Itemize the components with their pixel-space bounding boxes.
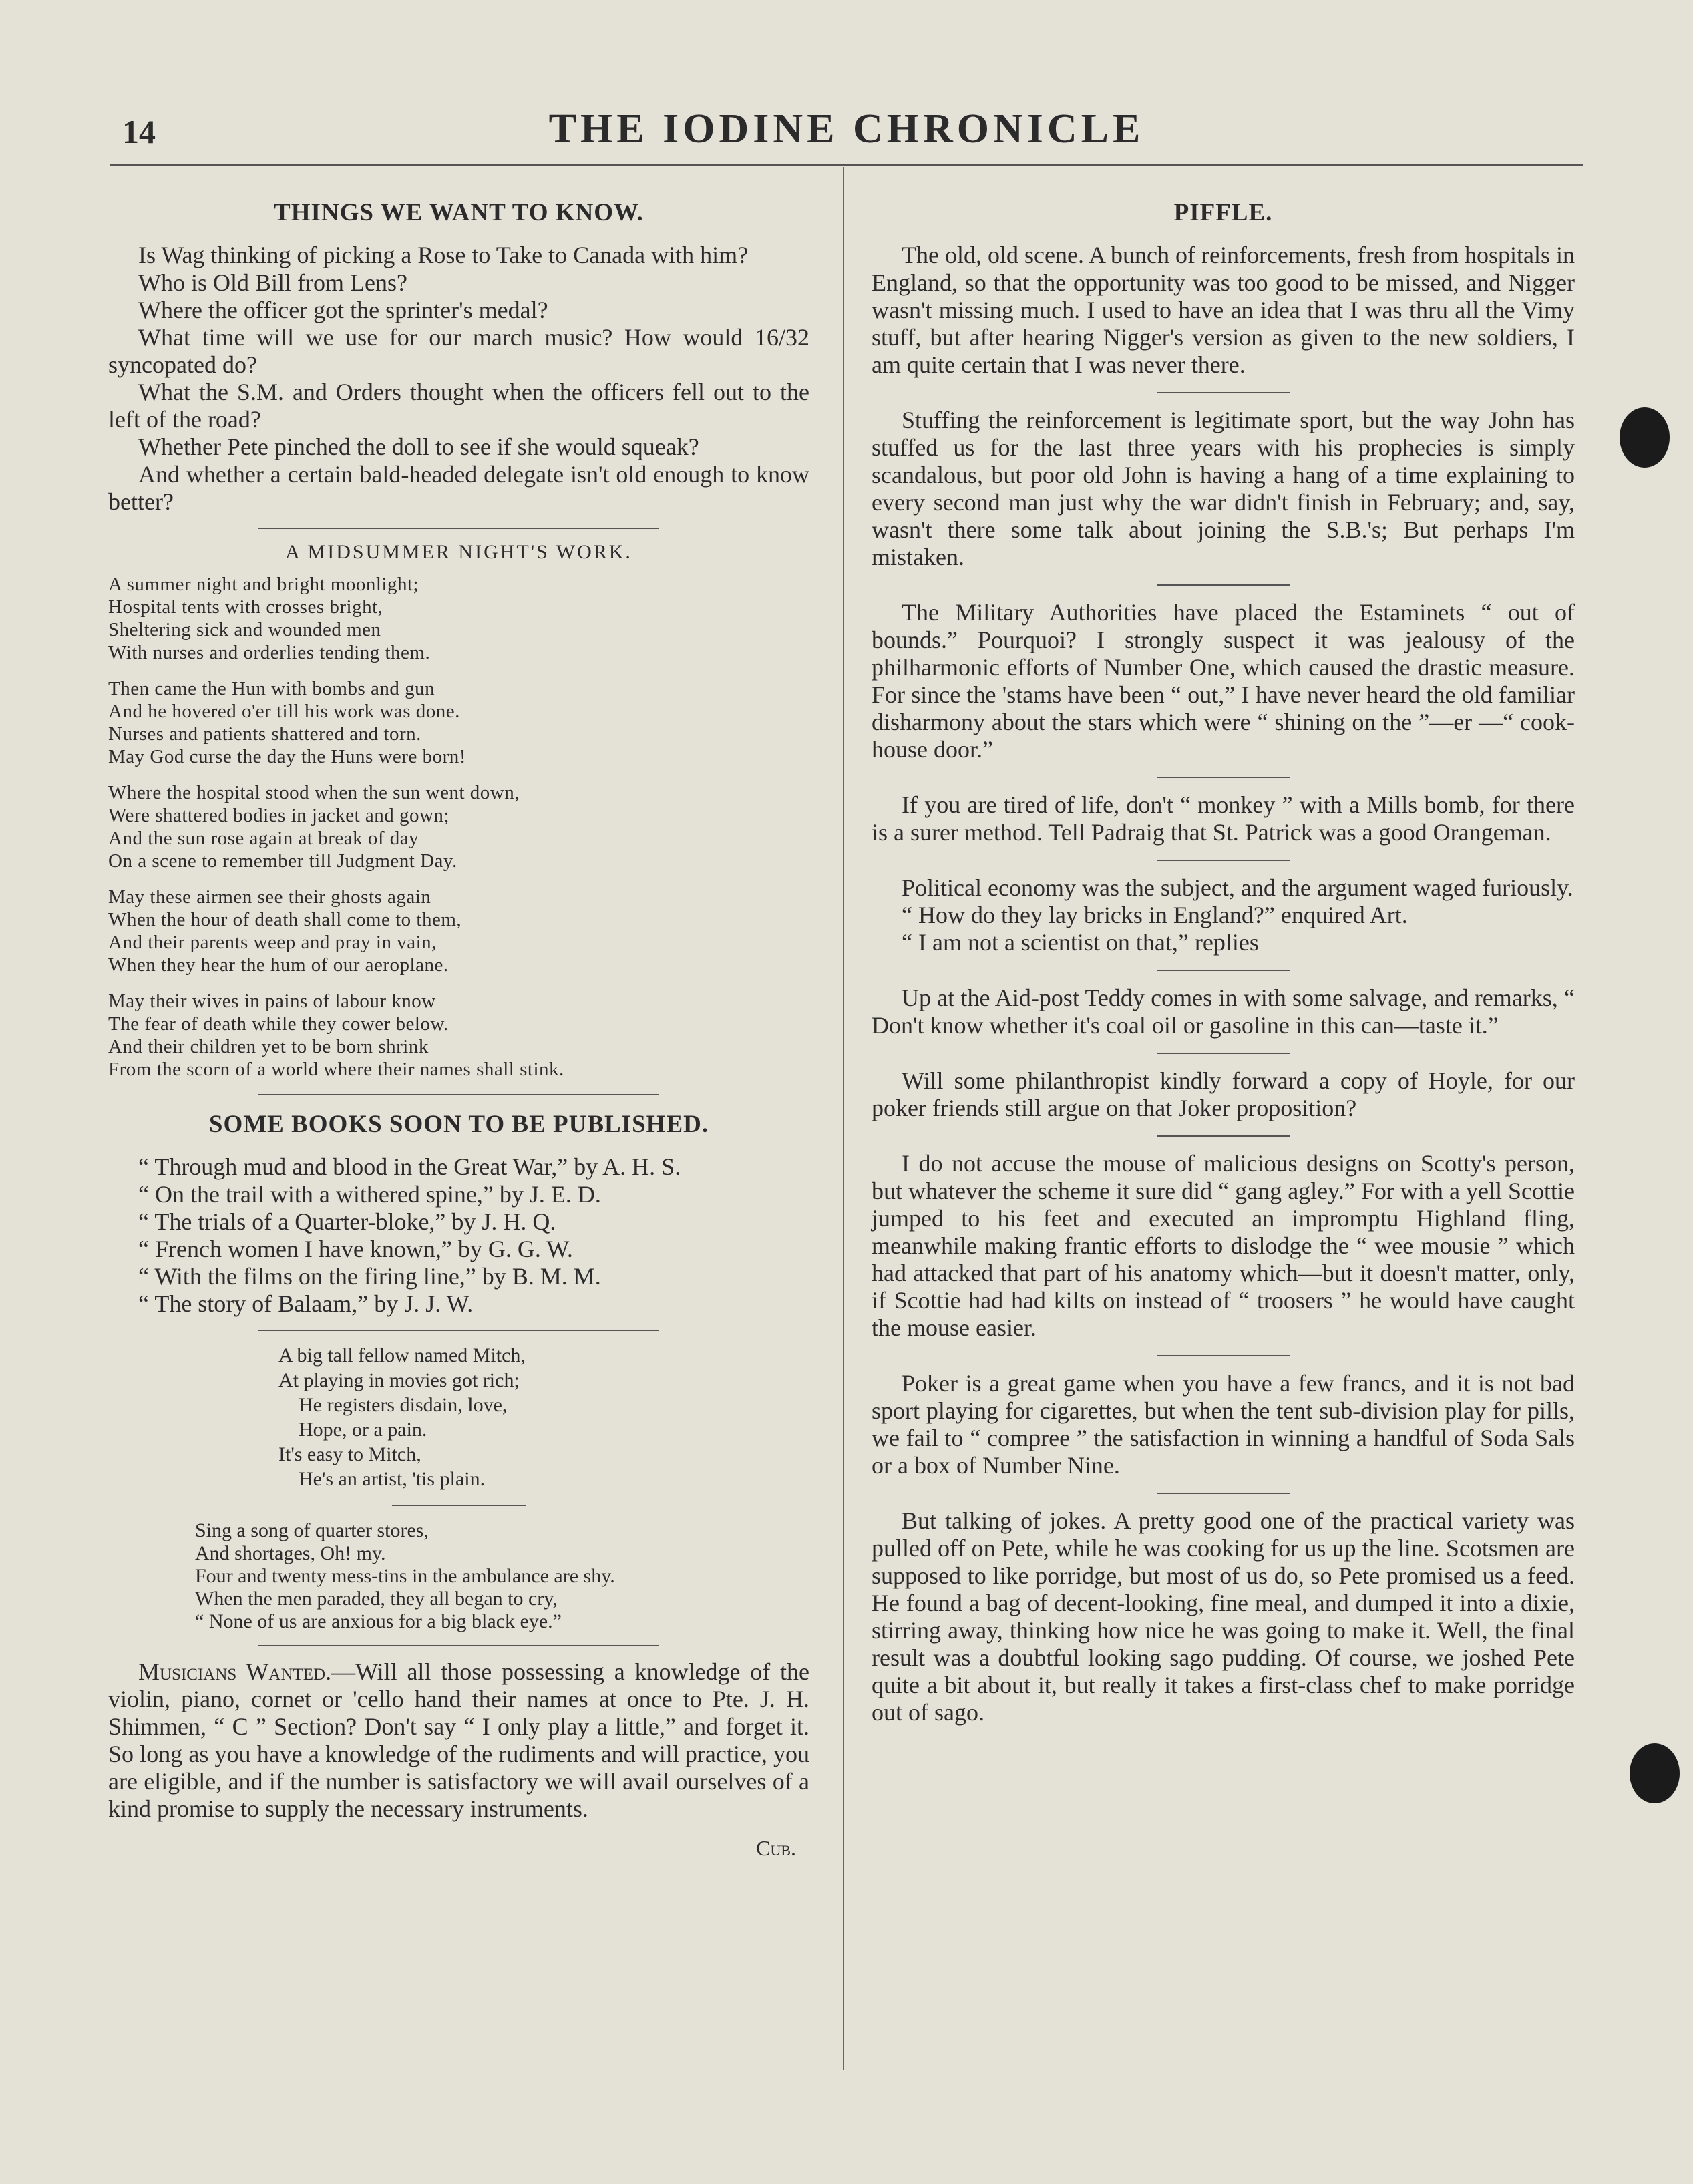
- punch-hole: [1630, 1743, 1680, 1803]
- piffle-paragraph: The old, old scene. A bunch of reinforcements, fresh from hospitals in England, so that the opportunity was too good to be missed, and Nigger wasn't missing much. I used to have an idea that I was thru all the Vimy stuff, but after hearing Nigger's version as given to the new soldiers, I am quite certain that I was never there.: [872, 242, 1575, 378]
- musicians-body: —Will all those possessing a knowledge of the violin, piano, cornet or 'cello hand their names at once to Pte. J. H. Shimmen, “ C ” Section? Don't say “ I only play a little,” and forget it. So long as you have a knowledge of the rudiments and will practice, you are eligible, and if the number is satisfactory we will avail ourselves of a kind promise to supply the necessary instruments.: [108, 1658, 809, 1822]
- section-rule: [1157, 392, 1290, 393]
- masthead-title: THE IODINE CHRONICLE: [548, 106, 1145, 152]
- poem-line: The fear of death while they cower below.: [108, 1013, 449, 1035]
- things-item: What the S.M. and Orders thought when the officers fell out to the left of the road?: [108, 379, 809, 433]
- verse-line: When the men paraded, they all began to cry,: [195, 1588, 558, 1610]
- section-rule: [1157, 1493, 1290, 1494]
- verse-line: Four and twenty mess-tins in the ambulance are shy.: [195, 1565, 615, 1587]
- piffle-paragraph: But talking of jokes. A pretty good one of the practical variety was pulled off on Pete, while he was cooking for us up the line. Scotsmen are supposed to like porridge, but most of us do, so Pete promised us a feed. He found a bag of decent-looking, fine meal, and dumped it into a dixie, stirring away, thinking how nice he was going to make it. Well, the final result was a doubtful looking sago pudding. Of course, we joshed Pete quite a bit about it, but really it takes a first-class chef to make porridge out of sago.: [872, 1507, 1575, 1726]
- page-number: 14: [122, 113, 156, 150]
- things-item: And whether a certain bald-headed delegate isn't old enough to know better?: [108, 461, 809, 515]
- verse-line: It's easy to Mitch,: [278, 1443, 421, 1465]
- poem-line: With nurses and orderlies tending them.: [108, 642, 431, 663]
- books-title: SOME BOOKS SOON TO BE PUBLISHED.: [208, 1111, 709, 1138]
- things-title: THINGS WE WANT TO KNOW.: [274, 199, 644, 226]
- poem-line: May these airmen see their ghosts again: [108, 886, 431, 908]
- things-list: [108, 242, 809, 516]
- verse-line: Sing a song of quarter stores,: [195, 1519, 429, 1541]
- things-item: Who is Old Bill from Lens?: [138, 269, 407, 296]
- musicians-wanted-notice: [108, 1658, 809, 1823]
- piffle-paragraph: Political economy was the subject, and the argument waged furiously.: [902, 874, 1573, 901]
- poem-line: A summer night and bright moonlight;: [108, 574, 419, 595]
- quarter-stores-verse: [195, 1519, 809, 1633]
- poem-line: And their parents weep and pray in vain,: [108, 932, 437, 953]
- things-item: Is Wag thinking of picking a Rose to Take to Canada with him?: [138, 242, 749, 268]
- dialogue-line: “ I am not a scientist on that,” replies: [902, 929, 1259, 956]
- section-rule: [392, 1505, 526, 1506]
- piffle-paragraph: Up at the Aid-post Teddy comes in with some salvage, and remarks, “ Don't know whether it's coal oil or gasoline in this can—taste it.”: [872, 984, 1575, 1039]
- poem-stanza: [108, 573, 809, 664]
- poem-line: May God curse the day the Huns were born!: [108, 746, 466, 767]
- verse-line: “ None of us are anxious for a big black eye.”: [195, 1610, 562, 1632]
- column-divider: [843, 167, 844, 2070]
- books-list: [108, 1153, 809, 1318]
- header-rule: [110, 164, 1583, 166]
- piffle-paragraph: The Military Authorities have placed the Estaminets “ out of bounds.” Pourquoi? I strongly suspect it was jealousy of the philharmonic efforts of Number One, which caused the drastic measure. For since the 'stams have been “ out,” I have never heard the old familiar disharmony about the stars which were “ shining on the ”—er —“ cook-house door.”: [872, 599, 1575, 763]
- section-rule: [1157, 860, 1290, 861]
- book-item: “ With the films on the firing line,” by B. M. M.: [138, 1263, 601, 1290]
- section-rule: [258, 1645, 659, 1646]
- things-item: Whether Pete pinched the doll to see if she would squeak?: [138, 433, 699, 460]
- verse-line: And shortages, Oh! my.: [195, 1542, 386, 1564]
- poem-line: And he hovered o'er till his work was done.: [108, 701, 460, 722]
- poem-line: Nurses and patients shattered and torn.: [108, 723, 421, 745]
- signature: Cub.: [756, 1836, 796, 1860]
- poem-line: Then came the Hun with bombs and gun: [108, 678, 435, 699]
- section-rule: [1157, 584, 1290, 586]
- things-item: Where the officer got the sprinter's medal?: [138, 297, 548, 323]
- poem-line: And their children yet to be born shrink: [108, 1036, 429, 1057]
- poem-stanza: [108, 990, 809, 1081]
- poem-line: When the hour of death shall come to them,: [108, 909, 462, 930]
- section-rule: [258, 528, 659, 529]
- poem-line: Sheltering sick and wounded men: [108, 619, 381, 641]
- book-item: “ On the trail with a withered spine,” by J. E. D.: [138, 1181, 601, 1208]
- section-rule: [1157, 1355, 1290, 1356]
- section-rule: [1157, 1053, 1290, 1054]
- poem-line: And the sun rose again at break of day: [108, 828, 419, 849]
- verse-line: Hope, or a pain.: [299, 1419, 427, 1441]
- left-column: [108, 184, 809, 1861]
- piffle-paragraph: Poker is a great game when you have a few francs, and it is not bad sport playing for cigarettes, but when the tent sub-division play for pills, we fail to “ compree ” the satisfaction in winning a handful of Soda Sals or a box of Number Nine.: [872, 1370, 1575, 1479]
- poem-stanza: [108, 886, 809, 976]
- poem-stanza: [108, 677, 809, 768]
- right-column: [872, 184, 1575, 1726]
- book-item: “ French women I have known,” by G. G. W.: [138, 1236, 573, 1262]
- dialogue-line: “ How do they lay bricks in England?” enquired Art.: [902, 902, 1408, 928]
- musicians-lead: Musicians Wanted.: [138, 1658, 332, 1685]
- things-item: What time will we use for our march music? How would 16/32 syncopated do?: [108, 324, 809, 378]
- book-item: “ The story of Balaam,” by J. J. W.: [138, 1290, 474, 1317]
- poem-line: Hospital tents with crosses bright,: [108, 596, 383, 618]
- verse-line: At playing in movies got rich;: [278, 1369, 520, 1391]
- piffle-paragraph: Stuffing the reinforcement is legitimate sport, but the way John has stuffed us for the last three years with his prophecies is simply scandalous, but poor old John is having a hang of a time explaining to every second man just why the war didn't finish in February; and, say, wasn't there some talk about joining the S.B.'s; But perhaps I'm mistaken.: [872, 407, 1575, 570]
- punch-hole: [1620, 407, 1670, 468]
- piffle-paragraph: Will some philanthropist kindly forward a copy of Hoyle, for our poker friends still argue on that Joker proposition?: [872, 1067, 1575, 1121]
- verse-line: A big tall fellow named Mitch,: [278, 1344, 526, 1367]
- poem-line: May their wives in pains of labour know: [108, 990, 436, 1012]
- poem-line: On a scene to remember till Judgment Day.: [108, 850, 457, 872]
- piffle-paragraph: I do not accuse the mouse of malicious designs on Scotty's person, but whatever the scheme it sure did “ gang agley.” For with a yell Scottie jumped to his feet and executed an impromptu Highland fling, meanwhile making frantic efforts to dislodge the “ wee mousie ” which had attacked that part of his anatomy which—but it doesn't matter, only, if Scottie had had kilts on instead of “ troosers ” he would have caught the mouse easier.: [872, 1150, 1575, 1341]
- verse-line: He registers disdain, love,: [299, 1394, 508, 1416]
- section-rule: [1157, 970, 1290, 971]
- section-rule: [1157, 1135, 1290, 1137]
- poem-stanza: [108, 781, 809, 872]
- midsummer-poem: [108, 573, 809, 1081]
- book-item: “ Through mud and blood in the Great War,” by A. H. S.: [138, 1153, 681, 1180]
- section-rule: [1157, 777, 1290, 778]
- section-rule: [258, 1094, 659, 1095]
- poem-line: Were shattered bodies in jacket and gown;: [108, 805, 449, 826]
- piffle-paragraph: If you are tired of life, don't “ monkey ” with a Mills bomb, for there is a surer method. Tell Padraig that St. Patrick was a good Orangeman.: [872, 791, 1575, 846]
- poem-line: When they hear the hum of our aeroplane.: [108, 954, 449, 976]
- section-rule: [258, 1330, 659, 1331]
- verse-line: He's an artist, 'tis plain.: [299, 1468, 486, 1490]
- poem-line: Where the hospital stood when the sun went down,: [108, 782, 520, 803]
- book-item: “ The trials of a Quarter-bloke,” by J. H. Q.: [138, 1208, 556, 1235]
- poem-line: From the scorn of a world where their names shall stink.: [108, 1059, 564, 1080]
- piffle-title: PIFFLE.: [1173, 199, 1273, 226]
- midsummer-title: A MIDSUMMER NIGHT'S WORK.: [285, 541, 632, 563]
- mitch-limerick: [278, 1343, 809, 1491]
